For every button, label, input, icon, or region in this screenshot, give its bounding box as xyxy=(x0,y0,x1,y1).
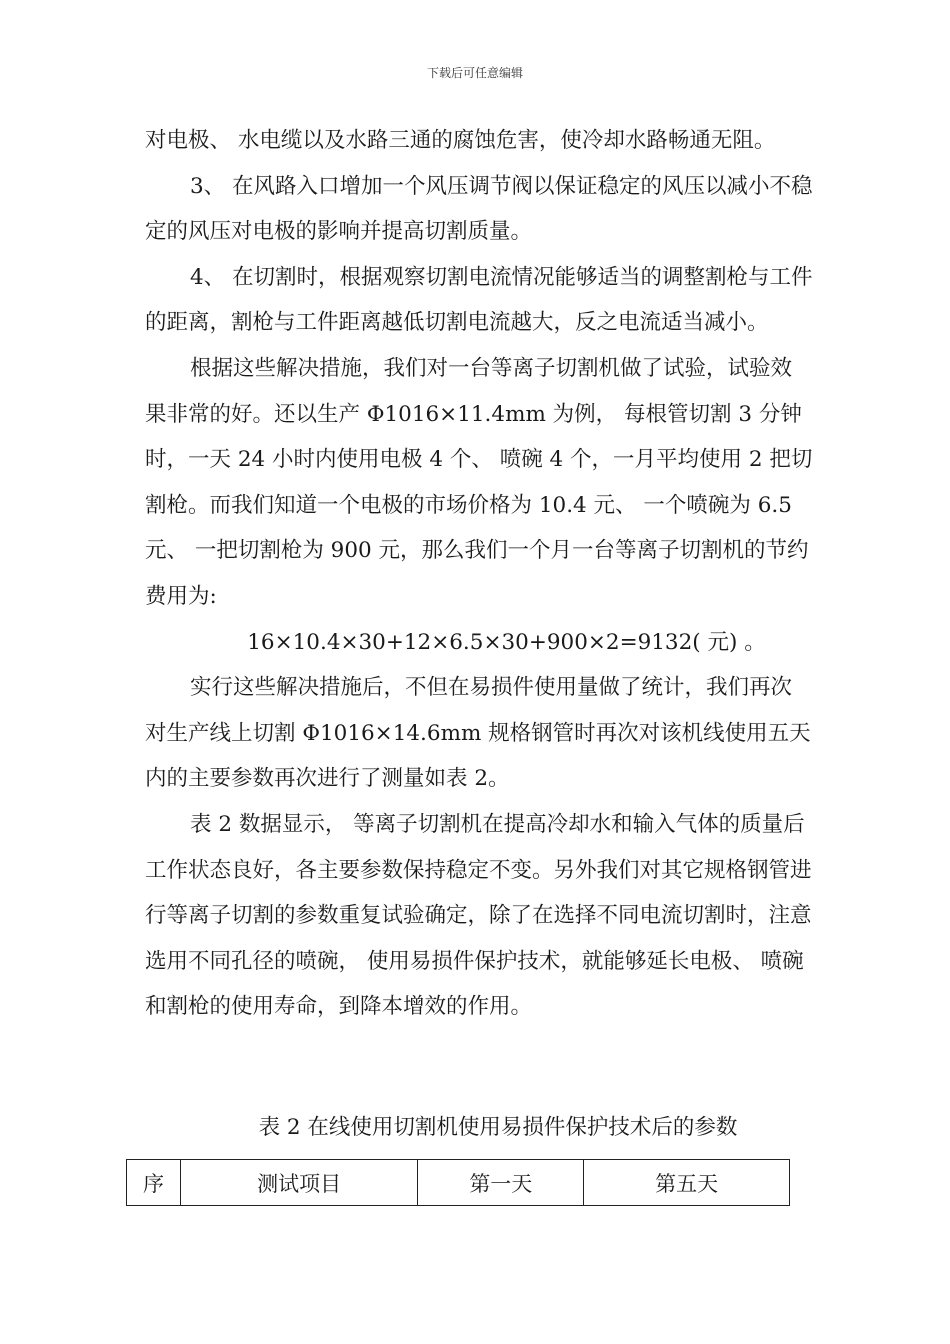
paragraph: 表 2 数据显示， 等离子切割机在提高冷却水和输入气体的质量后工作状态良好，各主要参数保持稳定不变。另外我们对其它规格钢管进行等离子切割的参数重复试验确定，除了在选择不同电流切割时，注意选用不同孔径的喷碗， 使用易损件保护技术，就能够延长电极、 喷碗和割枪的使用寿命，到降本增效的作用。 xyxy=(145,811,812,1020)
paragraph: 根据这些解决措施，我们对一台等离子切割机做了试验，试验效果非常的好。还以生产 Φ1016×11.4mm 为例， 每根管切割 3 分钟时，一天 24 小时内使用电极 4 个、 喷碗 4 个，一月平均使用 2 把切割枪。而我们知道一个电极的市场价格为 10.4 元、 一个喷碗为 6.5 元、 一把切割枪为 900 元，那么我们一个月一台等离子切割机的节约费用为: xyxy=(145,355,813,609)
table-header-cell: 序 xyxy=(127,1160,181,1206)
paragraph: 3、 在风路入口增加一个风压调节阀以保证稳定的风压以减小不稳定的风压对电极的影响并提高切割质量。 xyxy=(145,173,813,245)
paragraph: 4、 在切割时，根据观察切割电流情况能够适当的调整割枪与工件的距离，割枪与工件距离越低切割电流越大，反之电流适当减小。 xyxy=(145,264,813,336)
document-body xyxy=(145,118,813,1030)
page-header: 下载后可任意编辑 xyxy=(426,66,523,80)
table-caption: 表 2 在线使用切割机使用易损件保护技术后的参数 xyxy=(258,1115,738,1140)
paragraph: 对电极、 水电缆以及水路三通的腐蚀危害，使冷却水路畅通无阻。 xyxy=(145,128,776,153)
table-header-cell: 测试项目 xyxy=(180,1160,417,1206)
parameters-table xyxy=(126,1159,790,1206)
table-header-row xyxy=(127,1160,790,1206)
paragraph: 实行这些解决措施后，不但在易损件使用量做了统计，我们再次对生产线上切割 Φ1016×14.6mm 规格钢管时再次对该机线使用五天内的主要参数再次进行了测量如表 2。 xyxy=(145,675,811,792)
table-header-cell: 第一天 xyxy=(418,1160,584,1206)
table-header-cell: 第五天 xyxy=(584,1160,790,1206)
cost-formula: 16×10.4×30+12×6.5×30+900×2=9132( 元) 。 xyxy=(247,629,766,655)
